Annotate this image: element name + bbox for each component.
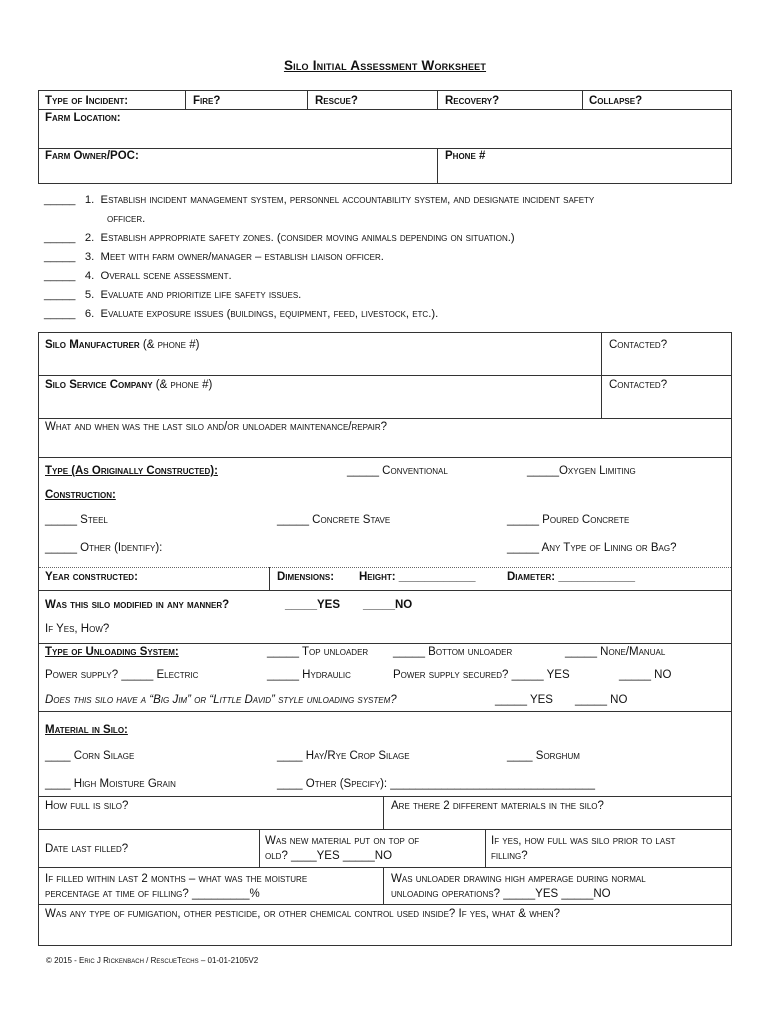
fire-field[interactable]: Fire? <box>193 95 221 107</box>
corn-silage-option[interactable]: ____ Corn Silage <box>45 750 135 762</box>
steel-option[interactable]: _____ Steel <box>45 514 108 526</box>
new-material-question: Was new material put on top of <box>265 835 420 847</box>
modified-no-option[interactable]: _____NO <box>363 599 413 611</box>
moisture-question: If filled within last 2 months – what was the moisture <box>45 873 308 885</box>
power-secured-yes-option[interactable]: Power supply secured? _____ YES <box>393 669 570 681</box>
farm-location-field[interactable]: Farm Location: <box>45 112 121 124</box>
hay-rye-option[interactable]: ____ Hay/Rye Crop Silage <box>277 750 410 762</box>
incident-section <box>38 90 732 184</box>
new-material-options[interactable]: old? ____YES _____NO <box>265 850 393 862</box>
type-constructed-label: Type (As Originally Constructed): <box>45 465 218 477</box>
type-of-incident-label: Type of Incident: <box>45 95 129 107</box>
list-item[interactable]: _____ 4. Overall scene assessment. <box>44 270 232 282</box>
prior-fill-question: If yes, how full was silo prior to last <box>491 835 676 847</box>
oxygen-limiting-option[interactable]: _____Oxygen Limiting <box>527 465 636 477</box>
amperage-question: Was unloader drawing high amperage during normal <box>391 873 646 885</box>
list-item[interactable]: _____ 5. Evaluate and prioritize life safety issues. <box>44 289 302 301</box>
diameter-field[interactable]: Diameter: ____________ <box>507 571 636 583</box>
recovery-field[interactable]: Recovery? <box>445 95 500 107</box>
prior-fill-field[interactable]: filling? <box>491 850 528 862</box>
dimensions-label: Dimensions: <box>277 571 335 583</box>
service-contacted-field[interactable]: Contacted? <box>609 379 668 391</box>
construction-label: Construction: <box>45 489 116 501</box>
modified-question: Was this silo modified in any manner? <box>45 599 230 611</box>
amperage-options[interactable]: unloading operations? _____YES _____NO <box>391 888 611 900</box>
page-title: Silo Initial Assessment Worksheet <box>283 58 487 73</box>
fumigation-field[interactable]: Was any type of fumigation, other pesticide, or other chemical control used inside? If yes, what & when? <box>45 908 561 920</box>
lining-bag-option[interactable]: _____ Any Type of Lining or Bag? <box>507 542 677 554</box>
list-item[interactable]: _____ 6. Evaluate exposure issues (buildings, equipment, feed, livestock, etc.). <box>44 308 439 320</box>
hydraulic-option[interactable]: _____ Hydraulic <box>267 669 351 681</box>
high-moisture-grain-option[interactable]: ____ High Moisture Grain <box>45 778 176 790</box>
collapse-field[interactable]: Collapse? <box>589 95 643 107</box>
bottom-unloader-option[interactable]: _____ Bottom unloader <box>393 646 513 658</box>
date-last-filled-field[interactable]: Date last filled? <box>45 843 129 855</box>
year-constructed-field[interactable]: Year constructed: <box>45 571 138 583</box>
silo-service-company-field[interactable]: Silo Service Company (& phone #) <box>45 379 213 391</box>
big-jim-yes-option[interactable]: _____ YES <box>495 694 553 706</box>
poured-concrete-option[interactable]: _____ Poured Concrete <box>507 514 630 526</box>
none-manual-option[interactable]: _____ None/Manual <box>565 646 666 658</box>
maintenance-field[interactable]: What and when was the last silo and/or unloader maintenance/repair? <box>45 421 388 433</box>
manufacturer-contacted-field[interactable]: Contacted? <box>609 339 668 351</box>
how-full-field[interactable]: How full is silo? <box>45 800 129 812</box>
phone-field[interactable]: Phone # <box>445 150 486 162</box>
power-secured-no-option[interactable]: _____ NO <box>619 669 672 681</box>
other-construction-field[interactable]: _____ Other (Identify): <box>45 542 163 554</box>
rescue-field[interactable]: Rescue? <box>315 95 358 107</box>
sorghum-option[interactable]: ____ Sorghum <box>507 750 580 762</box>
modified-yes-option[interactable]: _____YES <box>285 599 340 611</box>
big-jim-no-option[interactable]: _____ NO <box>575 694 628 706</box>
height-field[interactable]: Height: ____________ <box>359 571 476 583</box>
conventional-option[interactable]: _____ Conventional <box>347 465 448 477</box>
silo-manufacturer-field[interactable]: Silo Manufacturer (& phone #) <box>45 339 200 351</box>
moisture-percentage-field[interactable]: percentage at time of filling? _________% <box>45 888 260 900</box>
unloading-system-label: Type of Unloading System: <box>45 646 179 658</box>
silo-details-section <box>38 332 732 946</box>
footer-copyright: © 2015 - Eric J Rickenbach / RescueTechs – 01-01-2105V2 <box>46 956 259 965</box>
top-unloader-option[interactable]: _____ Top unloader <box>267 646 369 658</box>
list-item[interactable]: _____ 1. Establish incident management system, personnel accountability system, and designate incident safety <box>44 194 595 206</box>
big-jim-question: Does this silo have a “Big Jim” or “Little David” style unloading system? <box>45 694 397 706</box>
farm-owner-field[interactable]: Farm Owner/POC: <box>45 150 139 162</box>
list-item[interactable]: _____ 3. Meet with farm owner/manager – establish liaison officer. <box>44 251 384 263</box>
power-electric-option[interactable]: Power supply? _____ Electric <box>45 669 199 681</box>
list-item[interactable]: _____ 2. Establish appropriate safety zones. (consider moving animals depending on situation.) <box>44 232 515 244</box>
concrete-stave-option[interactable]: _____ Concrete Stave <box>277 514 391 526</box>
two-materials-field[interactable]: Are there 2 different materials in the silo? <box>391 800 604 812</box>
material-label: Material in Silo: <box>45 724 128 736</box>
modified-how-field[interactable]: If Yes, How? <box>45 623 110 635</box>
list-item-continuation: officer. <box>107 213 146 225</box>
other-material-field[interactable]: ____ Other (Specify): ________________________________ <box>277 778 595 790</box>
